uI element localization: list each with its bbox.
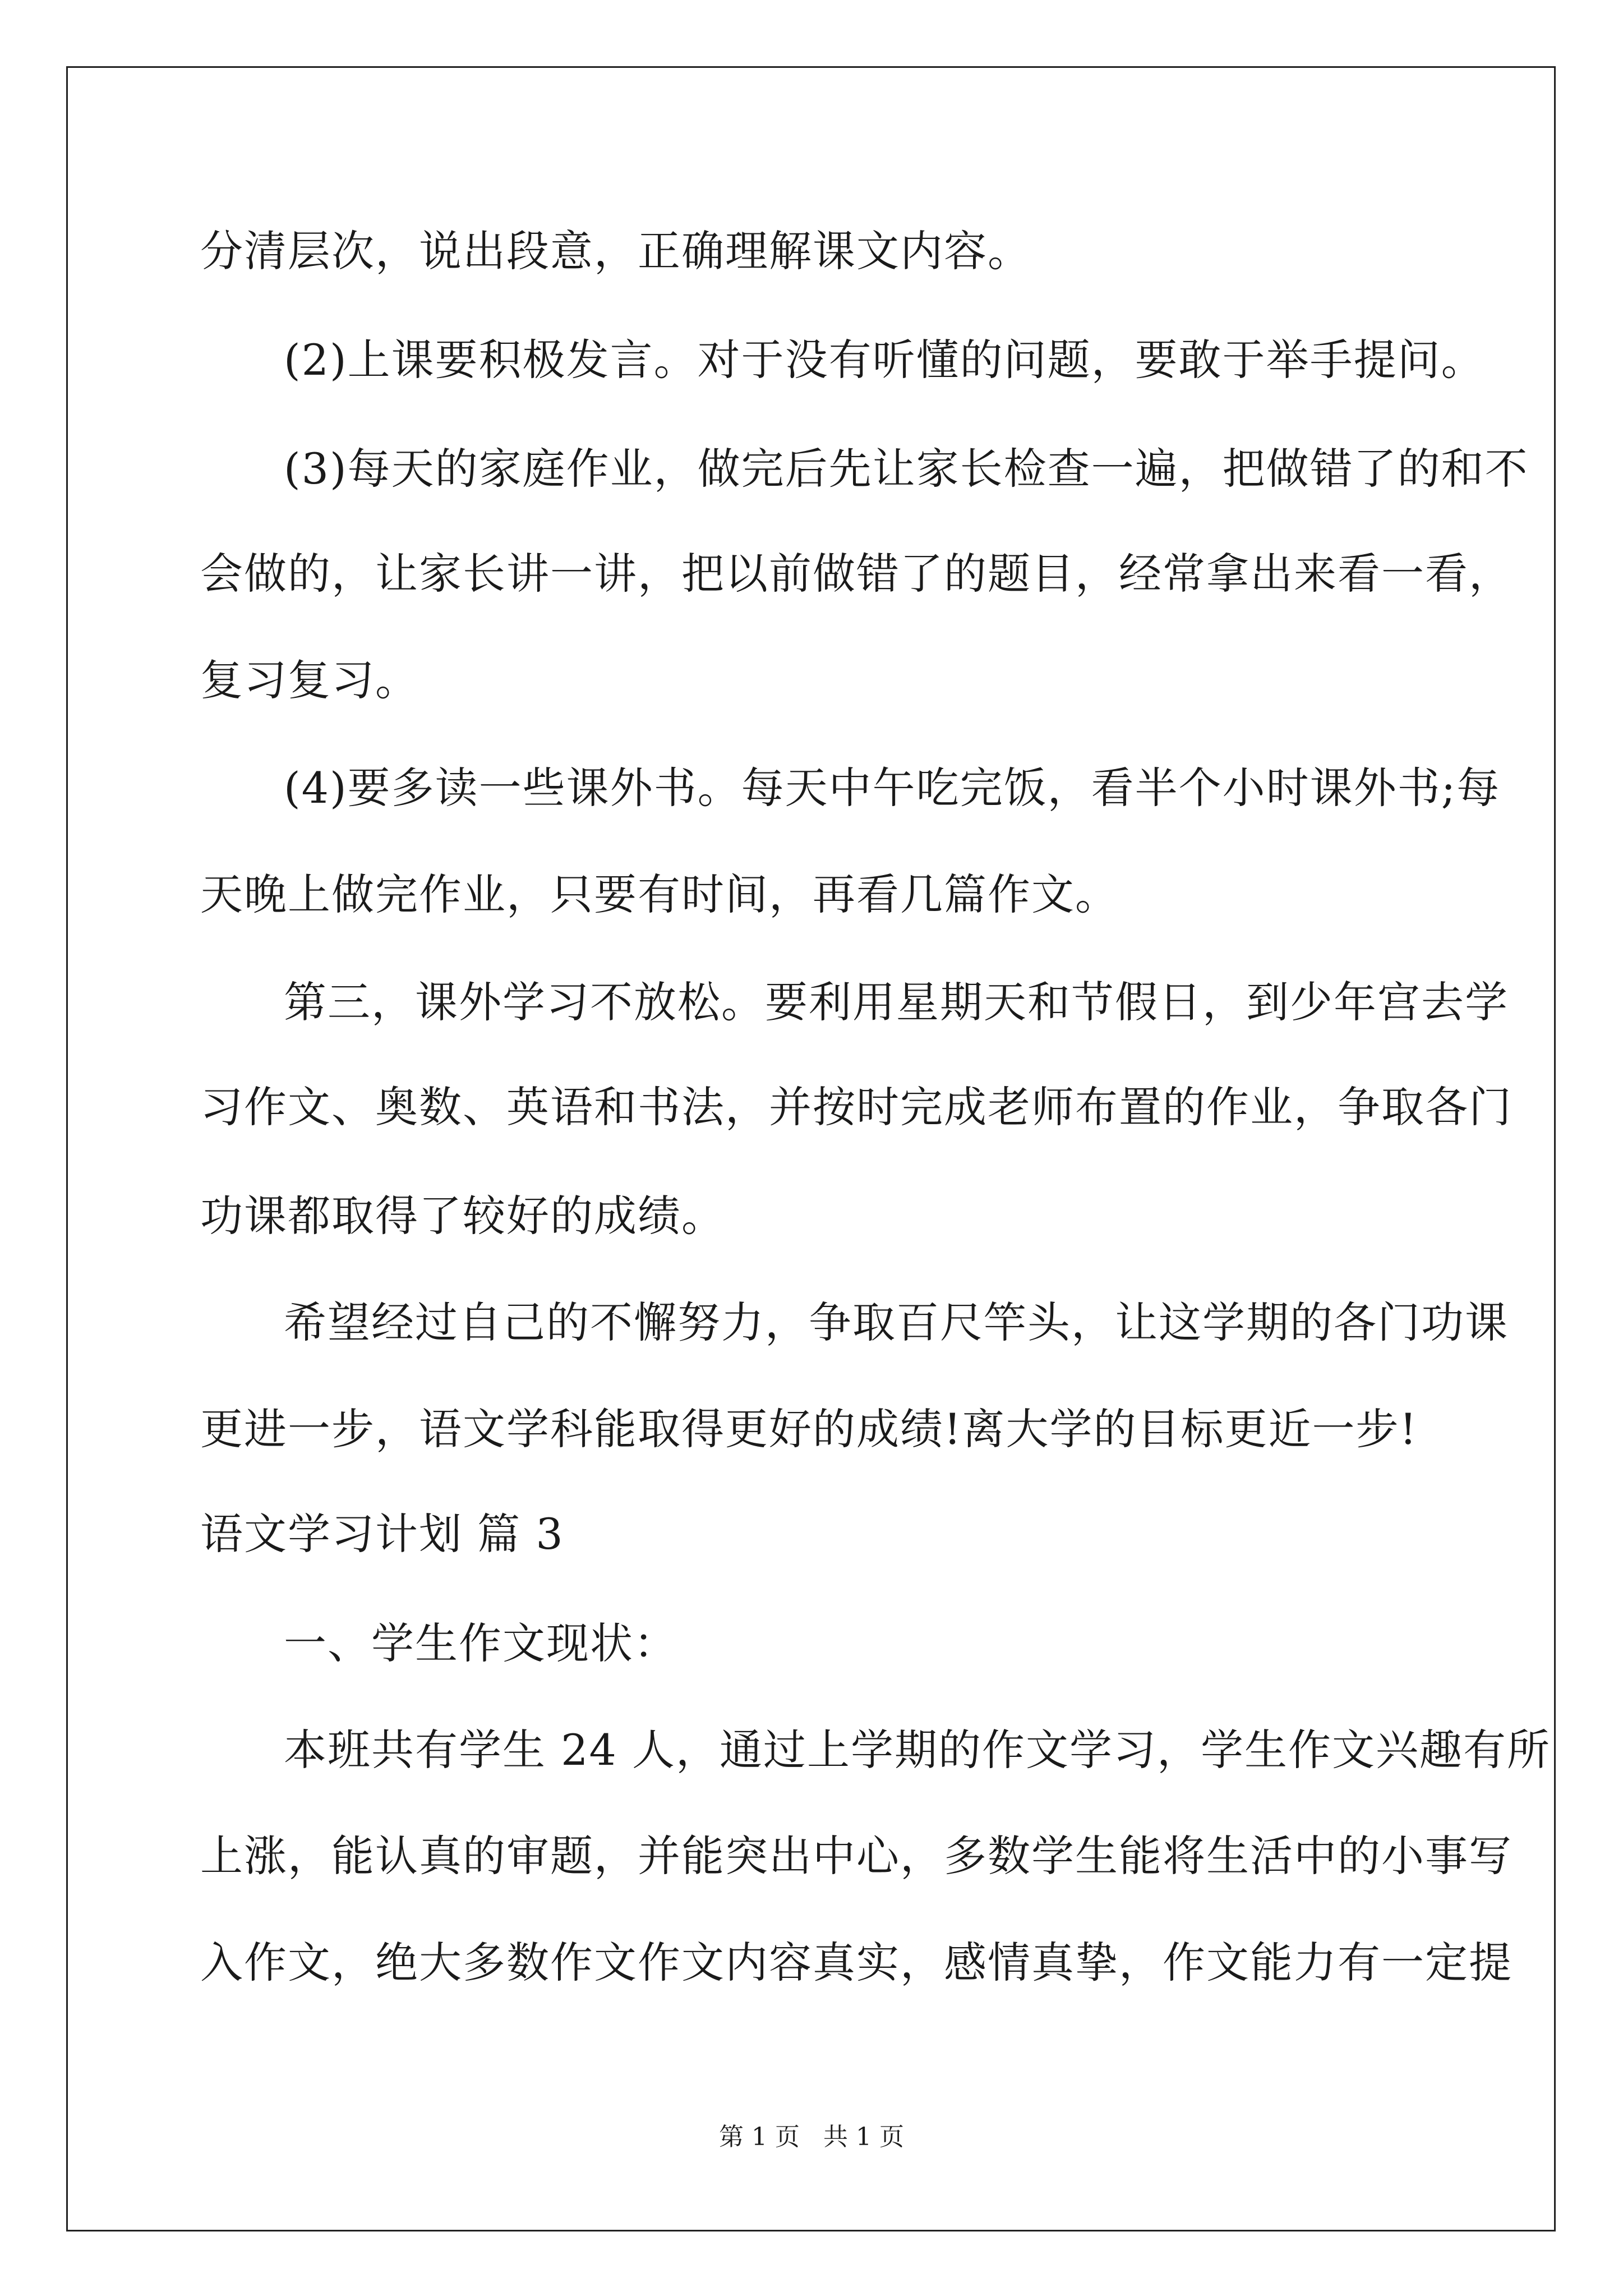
text-line: (3)每天的家庭作业，做完后先让家长检查一遍，把做错了的和不 (284, 444, 1529, 494)
text-line: 复习复习。 (200, 655, 419, 705)
text-line: 上涨，能认真的审题，并能突出中心，多数学生能将生活中的小事写 (200, 1831, 1513, 1881)
text-line: 分清层次，说出段意，正确理解课文内容。 (200, 226, 1031, 276)
page-footer (0, 2120, 1623, 2154)
text-line: 天晚上做完作业，只要有时间，再看几篇作文。 (200, 869, 1119, 919)
text-line: 功课都取得了较好的成绩。 (200, 1191, 725, 1241)
text-line: 会做的，让家长讲一讲，把以前做错了的题目，经常拿出来看一看， (200, 549, 1513, 599)
text-line: 希望经过自己的不懈努力，争取百尺竿头，让这学期的各门功课 (284, 1297, 1509, 1347)
text-line: (2)上课要积极发言。对于没有听懂的问题，要敢于举手提问。 (284, 335, 1485, 385)
text-line: (4)要多读一些课外书。每天中午吃完饭，看半个小时课外书;每 (284, 763, 1501, 813)
text-line: 入作文，绝大多数作文作文内容真实，感情真挚，作文能力有一定提 (200, 1938, 1513, 1987)
page-number-current: 第 1 页 (719, 2123, 800, 2151)
text-line: 本班共有学生 24 人，通过上学期的作文学习，学生作文兴趣有所 (284, 1725, 1551, 1775)
section-heading: 语文学习计划 篇 3 (200, 1509, 564, 1559)
text-line: 一、学生作文现状： (284, 1618, 677, 1668)
text-line: 更进一步，语文学科能取得更好的成绩!离大学的目标更近一步! (200, 1404, 1418, 1454)
text-line: 习作文、奥数、英语和书法，并按时完成老师布置的作业，争取各门 (200, 1082, 1513, 1132)
page-number-total: 共 1 页 (823, 2123, 904, 2151)
page-border (66, 66, 1556, 2231)
text-line: 第三，课外学习不放松。要利用星期天和节假日，到少年宫去学 (284, 977, 1509, 1027)
